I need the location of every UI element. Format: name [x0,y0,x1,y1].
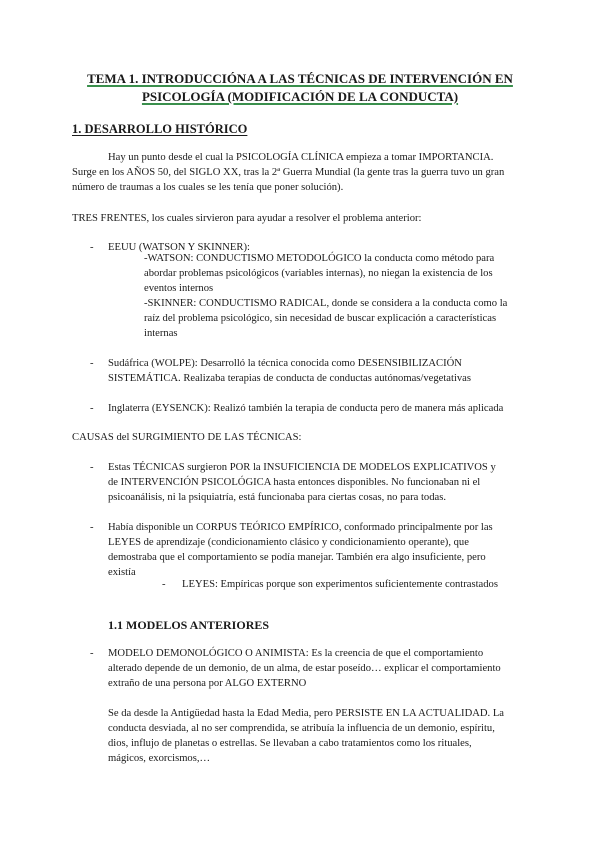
cause-2-line: existía [108,567,136,578]
cause-1-line: de INTERVENCIÓN PSICOLÓGICA hasta entonces disponibles. No funcionaban ni el [108,477,481,488]
intro-line: Surge en los AÑOS 50, del SIGLO XX, tras la 2ª Guerra Mundial (la gente tras la guerra tuvo un gran [72,167,505,178]
skinner-line: internas [144,328,178,339]
watson-line: eventos internos [144,283,214,294]
fronts-intro: TRES FRENTES, los cuales sirvieron para ayudar a resolver el problema anterior: [72,213,422,224]
model-1-paragraph-line: mágicos, exorcismos,… [108,753,211,764]
front-inglaterra: Inglaterra (EYSENCK): Realizó también la terapia de conducta pero de manera más aplicada [108,403,504,414]
bullet-dash: - [90,358,94,369]
front-sudafrica-line: Sudáfrica (WOLPE): Desarrolló la técnica conocida como DESENSIBILIZACIÓN [108,358,462,369]
bullet-dash: - [90,242,94,253]
front-sudafrica-line: SISTEMÁTICA. Realizaba terapias de conducta de conductas autónomas/vegetativas [108,373,472,384]
leyes-line: LEYES: Empíricas porque son experimentos suficientemente contrastados [182,579,498,590]
bullet-dash: - [90,522,94,533]
cause-2-line: demostraba que el comportamiento se podía manejar. También era algo insuficiente, pero [108,552,486,563]
intro-line: número de traumas a los cuales se les tenía que poner solución). [72,182,344,193]
model-1-line: extraño de una persona por ALGO EXTERNO [108,678,307,689]
cause-1-line: psicoanálisis, ni la psiquiatría, está funcionaba para ciertas cosas, no para todas. [108,492,447,503]
causes-intro: CAUSAS del SURGIMIENTO DE LAS TÉCNICAS: [72,432,302,443]
document-title-line-1: TEMA 1. INTRODUCCIÓNA A LAS TÉCNICAS DE INTERVENCIÓN EN [87,71,513,86]
bullet-dash: - [90,403,94,414]
bullet-dash: - [90,648,94,659]
model-1-paragraph-line: dios, influjo de planetas o estrellas. Se llevaban a cabo tratamientos como los rituales, [108,738,472,749]
cause-1-line: Estas TÉCNICAS surgieron POR la INSUFICIENCIA DE MODELOS EXPLICATIVOS y [108,462,496,473]
cause-2-line: LEYES de aprendizaje (condicionamiento clásico y condicionamiento operante), que [108,537,469,548]
model-1-line: MODELO DEMONOLÓGICO O ANIMISTA: Es la creencia de que el comportamiento [108,648,484,659]
bullet-dash: - [162,579,166,590]
skinner-line: raíz del problema psicológico, sin necesidad de buscar explicación a características [144,313,497,324]
model-1-paragraph-line: Se da desde la Antigüedad hasta la Edad Media, pero PERSISTE EN LA ACTUALIDAD. La [108,708,505,719]
cause-2-line: Había disponible un CORPUS TEÓRICO EMPÍRICO, conformado principalmente por las [108,522,493,533]
watson-line: -WATSON: CONDUCTISMO METODOLÓGICO la conducta como método para [144,253,495,264]
model-1-line: alterado depende de un demonio, de un alma, de estar poseído… explicar el comportamiento [108,663,501,674]
section-heading-modelos-anteriores: 1.1 MODELOS ANTERIORES [108,618,270,632]
intro-line: Hay un punto desde el cual la PSICOLOGÍA CLÍNICA empieza a tomar IMPORTANCIA. [108,152,494,163]
document-title-line-2: PSICOLOGÍA (MODIFICACIÓN DE LA CONDUCTA) [141,89,459,104]
bullet-dash: - [90,462,94,473]
watson-line: abordar problemas psicológicos (variables internas), no niegan la existencia de los [144,268,493,279]
front-eeuu-title: EEUU (WATSON Y SKINNER): [108,242,250,253]
model-1-paragraph-line: conducta desviada, al no ser comprendida, se atribuía la influencia de un demonio, espíritu, [108,723,495,734]
section-heading-desarrollo: 1. DESARROLLO HISTÓRICO [72,122,248,136]
skinner-line: -SKINNER: CONDUCTISMO RADICAL, donde se considera a la conducta como la [144,298,508,309]
